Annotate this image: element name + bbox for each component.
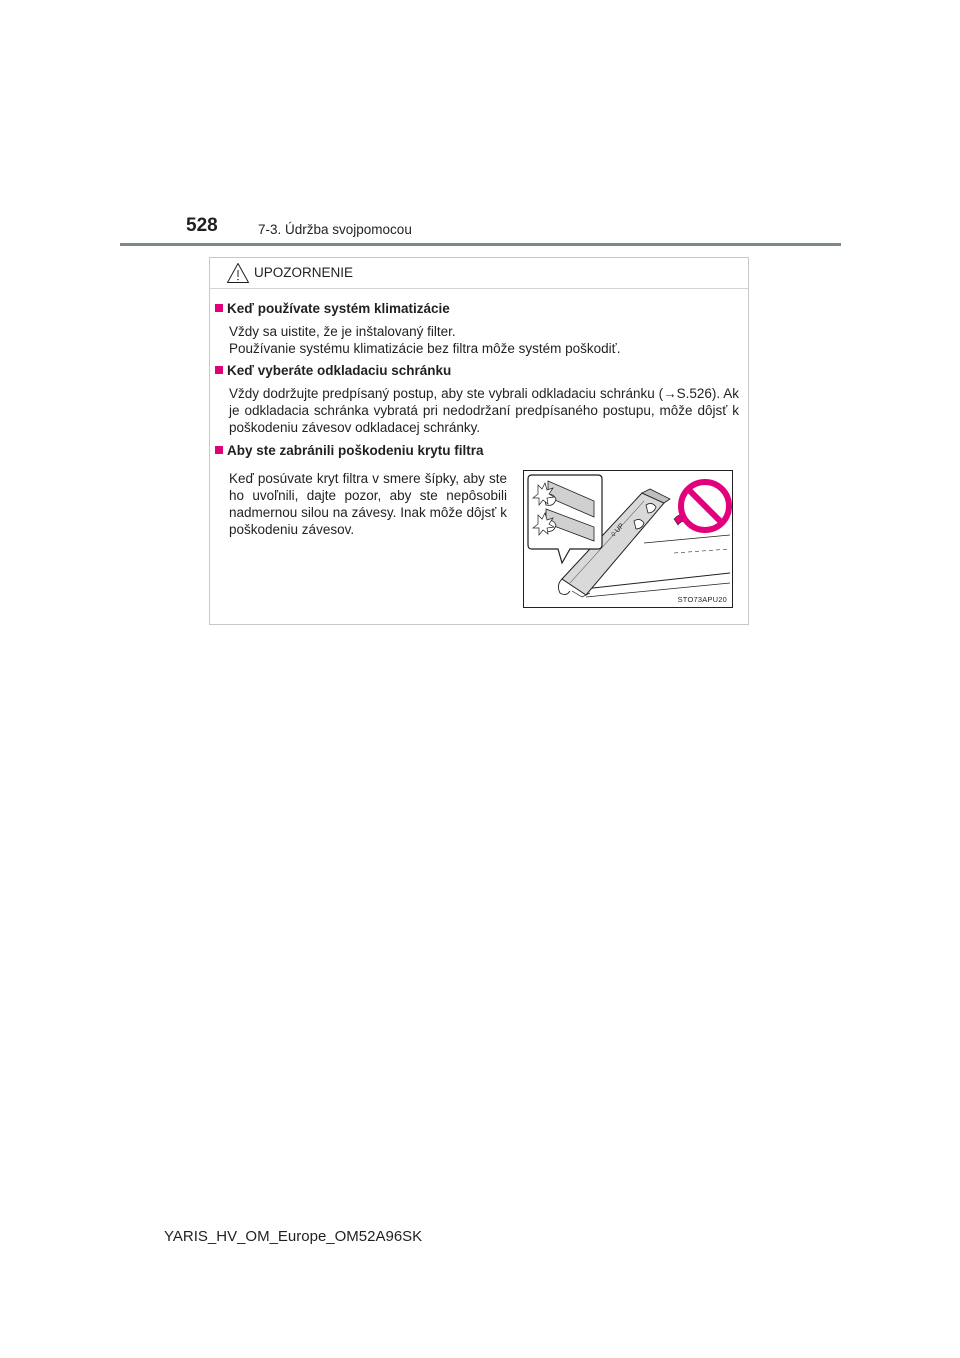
svg-text:◊ UP: ◊ UP (610, 522, 626, 539)
page-header (0, 0, 960, 250)
filter-cover-illustration (523, 470, 733, 608)
square-bullet-icon (215, 366, 223, 374)
warning-item-heading: Keď používate systém klimatizácie (215, 301, 450, 316)
page-number: 528 (186, 215, 218, 236)
square-bullet-icon (215, 446, 223, 454)
section-title: 7-3. Údržba svojpomocou (258, 222, 412, 237)
header-divider (120, 243, 841, 246)
warning-item-text: Vždy dodržujte predpísaný postup, aby ste vybrali odkladaciu schránku (→S.526). Ak je odkladacia schránka vybratá pri nedodržaní predpísaného postupu, môže dôjsť k poškodeniu závesov odkladacej schránky. (229, 386, 739, 435)
warning-triangle-icon (226, 262, 250, 284)
warning-box (209, 257, 749, 625)
filter-cover-drawing (524, 471, 732, 607)
figure-code: STO73APU20 (677, 595, 727, 604)
warning-header (210, 258, 748, 289)
document-id: YARIS_HV_OM_Europe_OM52A96SK (164, 1228, 423, 1245)
square-bullet-icon (215, 304, 223, 312)
warning-item-heading: Aby ste zabránili poškodeniu krytu filtra (215, 443, 484, 458)
warning-label: UPOZORNENIE (254, 265, 354, 280)
warning-item-text: Keď posúvate kryt filtra v smere šípky, aby ste ho uvoľnili, dajte pozor, aby ste nepôsobili nadmernou silou na závesy. Inak môže dôjsť k poškodeniu závesov. (229, 471, 507, 537)
warning-item-heading: Keď vyberáte odkladaciu schránku (215, 363, 451, 378)
warning-item-text: Vždy sa uistite, že je inštalovaný filter. Používanie systému klimatizácie bez filtra môže systém poškodiť. (229, 324, 621, 356)
